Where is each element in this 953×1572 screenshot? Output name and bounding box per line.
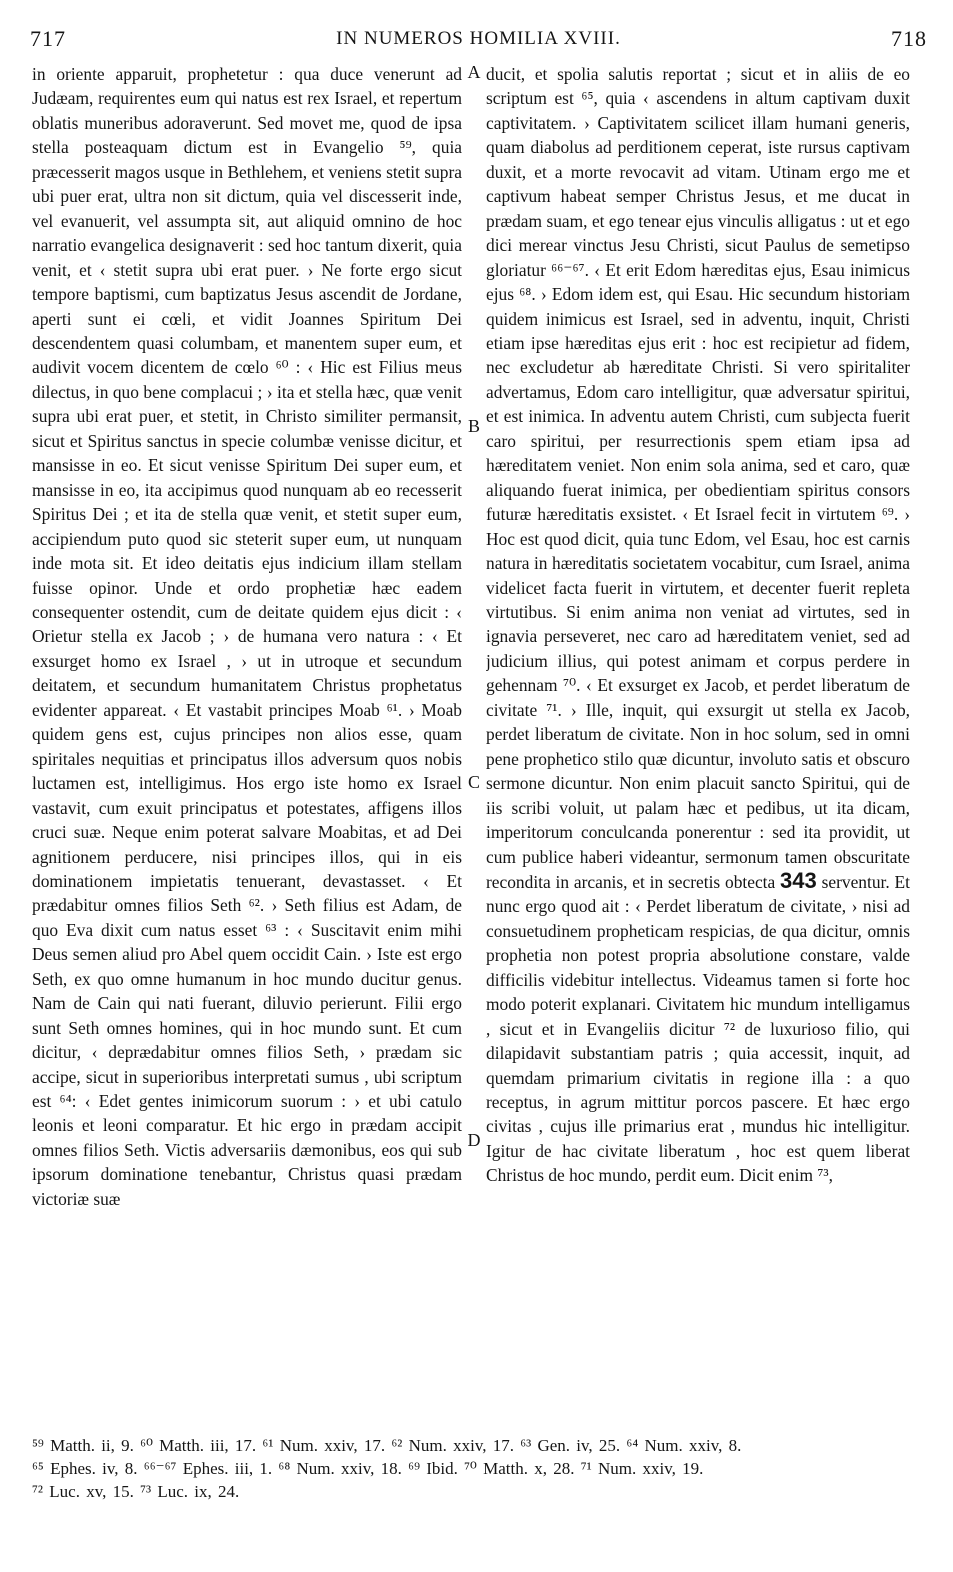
column-number: 343 bbox=[780, 867, 817, 893]
running-header bbox=[30, 26, 927, 56]
footnote-line: ⁶⁵ Ephes. iv, 8. ⁶⁶⁻⁶⁷ Ephes. iii, 1. ⁶⁸ Num. xxiv, 18. ⁶⁹ Ibid. ⁷⁰ Matth. x, 28. ⁷¹ Num. xxiv, 19. bbox=[32, 1459, 704, 1478]
footnotes bbox=[32, 1434, 913, 1503]
section-marker-b: B bbox=[467, 416, 480, 436]
right-column bbox=[486, 62, 910, 1428]
section-marker-c: C bbox=[467, 772, 480, 792]
running-title: IN NUMEROS HOMILIA XVIII. bbox=[336, 28, 621, 49]
footnote-line: ⁷² Luc. xv, 15. ⁷³ Luc. ix, 24. bbox=[32, 1482, 240, 1501]
right-column-text-part1: ducit, et spolia salutis reportat ; sicut et in aliis de eo scriptum est ⁶⁵, quia ‹ ascendens in altum captivam duxit captivitatem. › Captivitatem scilicet illam humani generis, quam diabolus ad perditionem ceperat, iste rursus captivam duxit, et a morte revocavit ad vitam. Utinam ergo me et captivum habeat semper Christus Jesus, et me ducat in prædam suam, et ego tenear ejus vinculis alligatus : ut et ego dici merear vinctus Jesu Christi, sicut Paulus de semetipso gloriatur ⁶⁶⁻⁶⁷. ‹ Et erit Edom hæreditas ejus, Esau inimicus ejus ⁶⁸. › Edom idem est, qui Esau. Hic secundum historiam quidem inimicus est Israel, sed in adventu, inquit, Christi etiam ipse hæreditas ejus erit : hoc est recipietur ad fidem, nec excludetur ab hæreditate Christi. Si vero spiritaliter advertamus, Edom caro intelligitur, quæ adversatur spiritui, et est inimica. In adventu autem Christi, cum subjecta fuerit caro spiritui, per resurrectionis spem etiam ipsa ad hæreditatem veniet. Non enim sola anima, sed et caro, quæ aliquando fuerat inimica, per obedientiam spiritus consors futuræ hæreditatis exsistet. ‹ Et Israel fecit in virtutem ⁶⁹. › Hoc est quod dicit, quia tunc Edom, vel Esau, hoc est carnis natura in hæreditatis societatem vocabitur, cum Israel, anima videlicet facta fuerit in virtutem, et decenter fuerit repleta virtutibus. Si enim anima non veniat ad virtutes, sed in ignavia perseveret, nec caro ad hæreditatem veniet, sed ad judicium illius, qui potest animam et corpus perdere in gehennam ⁷⁰. ‹ Et exsurget ex Jacob, et perdet liberatum de civitate ⁷¹. › Ille, inquit, qui exsurgit ut stella ex Jacob, perdet liberatum de civitate. Non in hoc solum, sed in omni pene prophetico stilo quæ dicuntur, involuto satis et obscuro sermone dicuntur. Non enim placuit sancto Spiritui, qui de iis scribi voluit, ut palam hæc et pedibus, ut ita dicam, imperitorum conculcanda ponerentur : sed ita providit, ut cum publice haberi videantur, sermonum tamen obscuritate recondita in arcanis, et in secretis obtecta bbox=[486, 64, 910, 892]
footnote-line: ⁵⁹ Matth. ii, 9. ⁶⁰ Matth. iii, 17. ⁶¹ Num. xxiv, 17. ⁶² Num. xxiv, 17. ⁶³ Gen. iv, 25. ⁶⁴ Num. xxiv, 8. bbox=[32, 1436, 742, 1455]
section-marker-d: D bbox=[467, 1130, 481, 1150]
left-column-text: in oriente apparuit, prophetetur : qua duce venerunt ad Judæam, requirentes eum qui natus est rex Israel, et repertum oblatis muneribus adoraverunt. Sed movet me, quod de ipsa stella posteaquam dictum est in Evangelio ⁵⁹, quia præcesserit magos usque in Bethlehem, et veniens stetit supra ubi puer erat, ultra non sit dictum, quia vel discesserit inde, vel evanuerit, vel assumpta sit, aut aliquid omnino de hoc narratio evangelica designaverit : sed hoc tantum dixerit, quia venit, et ‹ stetit supra ubi erat puer. › Ne forte ergo sicut tempore baptismi, cum baptizatus Jesus ascendit de Jordane, aperti sunt ei cœli, et vidit Joannes Spiritum Dei descendentem quasi columbam, et manentem super eum, et audivit vocem dicentem de cœlo ⁶⁰ : ‹ Hic est Filius meus dilectus, in quo bene complacui ; › ita et stella hæc, quæ venit supra ubi erat puer, et stetit, in Christo similiter permansit, sicut et Spiritus sanctus in specie columbæ venisse dicitur, et mansisse in eo. Et sicut venisse Spiritum Dei super eum, et mansisse in eo, ita accipimus quod nunquam ab eo recesserit Spiritus Dei ; et ita de stella quæ venit, et stetit super eum, accipiendum puto quod sic steterit super eum, ut nunquam inde mota sit. Et ideo deitatis ejus indicium illam stellam fuisse opinor. Unde et ordo prophetiæ hæc eadem consequenter ostendit, cum de deitate quidem ejus dicit : ‹ Orietur stella ex Jacob ; › de humana vero natura : ‹ Et exsurget homo ex Israel , › ut in utroque et secundum deitatem, et secundum humanitatem Christus prophetatus evidenter appareat. ‹ Et vastabit principes Moab ⁶¹. › Moab quidem gens est, cujus principes non alios esse, quam spiritales nequitias et principatus illos adversum quos nobis luctamen est, intelligimus. Hos ergo iste homo ex Israel vastavit, cum exuit principatus et potestates, affigens illos cruci suæ. Neque enim poterat salvare Moabitas, et ad Dei agnitionem perducere, nisi principes illos, qui in eis dominationem impietatis tenuerant, devastasset. ‹ Et prædabitur omnes filios Seth ⁶². › Seth filius est Adam, de quo Eva dixit cum natus esset ⁶³ : ‹ Suscitavit enim mihi Deus semen aliud pro Abel quem occidit Cain. › Iste est ergo Seth, ex quo omne humanum in hoc mundo ducitur genus. Nam de Cain qui nati fuerant, diluvio perierunt. Filii ergo sunt Seth omnes homines, qui in hoc mundo sunt. Et cum dicitur, ‹ deprædabitur omnes filios Seth, › prædam sic accipe, sicut in superioribus interpretati sumus , ubi scriptum est ⁶⁴: ‹ Edet gentes inimicorum suorum : › et ubi catulo leonis et leoni comparatur. Et hic ergo in prædam accipit omnes filios Seth. Victis adversariis dæmonibus, eos qui sub ipsorum dominatione tenebantur, Christus quasi prædam victoriæ suæ bbox=[32, 64, 462, 1209]
page-number-left: 717 bbox=[30, 26, 66, 51]
section-marker-a: A bbox=[467, 62, 481, 82]
right-column-text-part2: serventur. Et nunc ergo quod ait : ‹ Perdet liberatum de civitate, › nisi ad consuetudinem propheticam respicias, de qua dicitur, omnis prophetia non potest propria absolutione constare, valde difficilis videbitur intellectus. Videamus tamen si forte hoc modo poterit explanari. Civitatem hic mundum intelligamus , sicut et in Evangeliis dicitur ⁷² de luxurioso filio, qui dilapidavit substantiam patris ; quia accessit, inquit, ad quemdam primarium civitatis in regione illa : a quo receptus, in agrum mittitur porcos pascere. Et hæc ergo civitas , cujus ille primarius erat , mundus hic intelligitur. Igitur de hac civitate liberatum , hoc est quem liberat Christus de hoc mundo, perdit eum. Dicit enim ⁷³, bbox=[486, 871, 910, 1186]
page-number-right: 718 bbox=[891, 26, 927, 51]
